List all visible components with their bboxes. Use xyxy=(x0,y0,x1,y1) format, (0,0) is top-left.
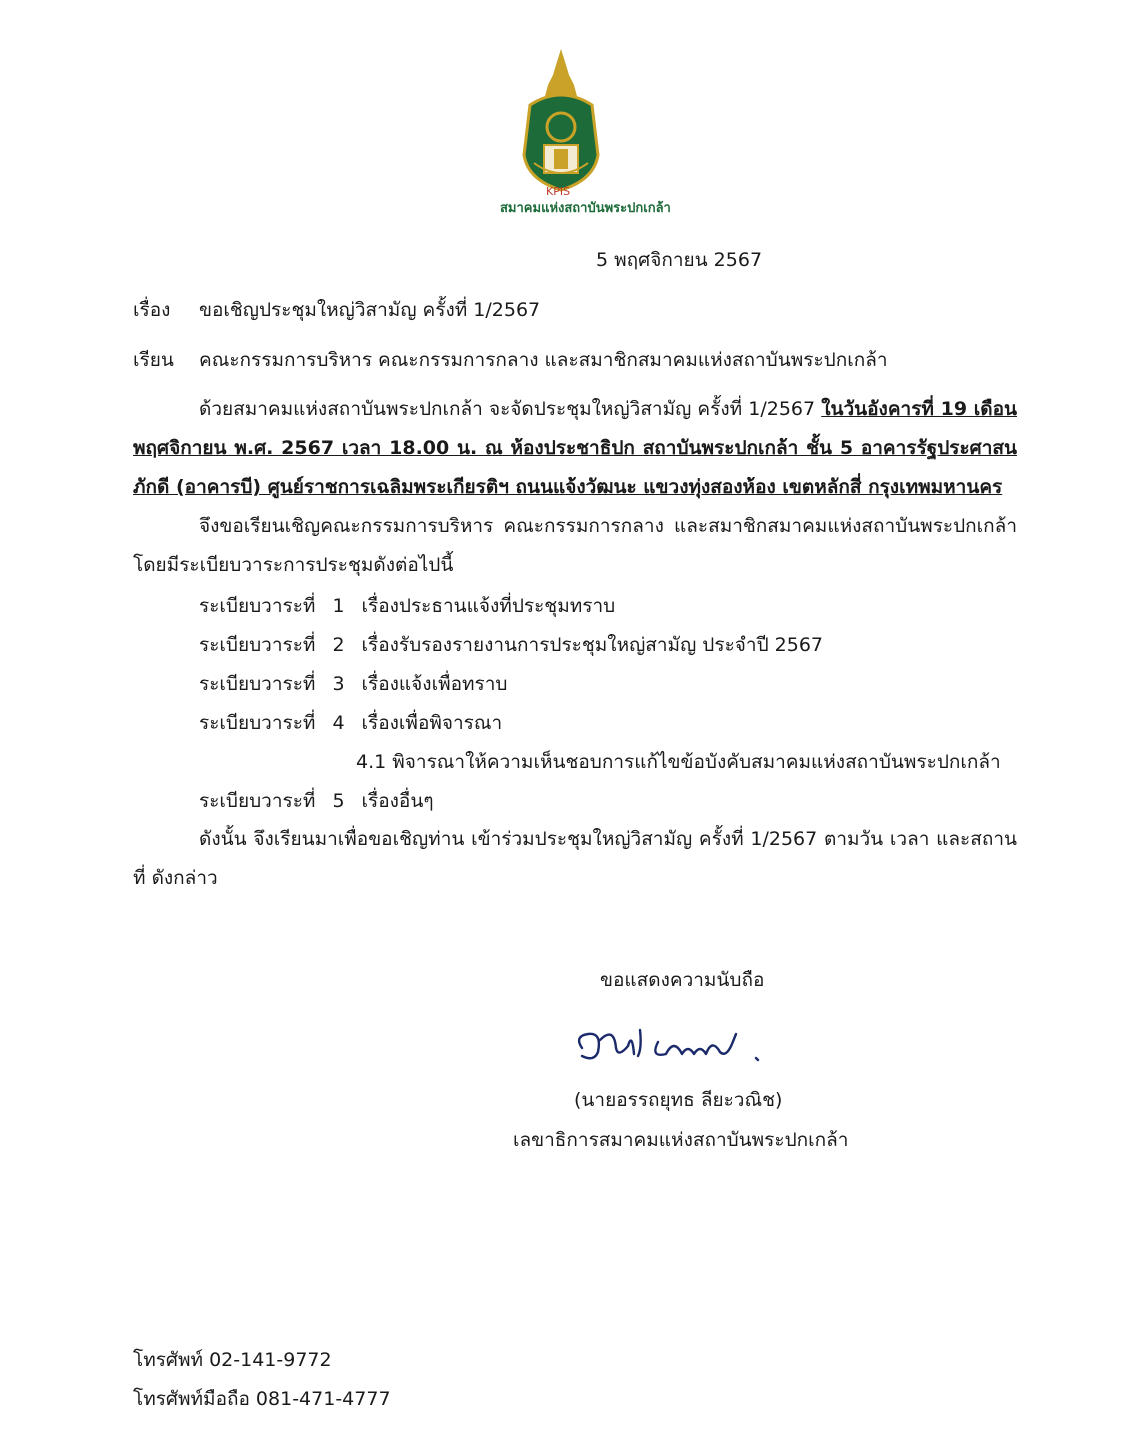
logo-arc-text: สมาคมแห่งสถาบันพระปกเกล้า xyxy=(500,201,671,216)
agenda-label: ระเบียบวาระที่ xyxy=(199,673,316,695)
agenda-label: ระเบียบวาระที่ xyxy=(199,595,316,617)
paragraph-meeting-intro: ด้วยสมาคมแห่งสถาบันพระปกเกล้า จะจัดประชุมใหญ่วิสามัญ ครั้งที่ 1/2567 xyxy=(199,398,816,420)
agenda-item xyxy=(199,669,507,699)
agenda-item xyxy=(199,708,502,738)
paragraph-closing-request: ดังนั้น จึงเรียนมาเพื่อขอเชิญท่าน เข้าร่วมประชุมใหญ่วิสามัญ ครั้งที่ 1/2567 ตามวัน เวลา และสถานที่ ดังกล่าว xyxy=(133,828,1017,889)
agenda-number: 5 xyxy=(332,790,345,812)
agenda-item xyxy=(199,591,615,621)
closing-phrase: ขอแสดงความนับถือ xyxy=(600,969,765,991)
association-logo xyxy=(494,45,671,216)
letter-date: 5 พฤศจิกายน 2567 xyxy=(596,249,763,271)
recipient-label: เรียน xyxy=(133,349,174,371)
subject-text: ขอเชิญประชุมใหญ่วิสามัญ ครั้งที่ 1/2567 xyxy=(199,299,541,321)
paragraph-meeting-details xyxy=(133,390,1017,507)
agenda-label: ระเบียบวาระที่ xyxy=(199,634,316,656)
contact-mobile: โทรศัพท์มือถือ 081-471-4777 xyxy=(133,1388,391,1410)
handwritten-signature xyxy=(570,1018,780,1078)
agenda-label: ระเบียบวาระที่ xyxy=(199,712,316,734)
agenda-item xyxy=(199,786,434,816)
subject-label: เรื่อง xyxy=(133,299,171,321)
agenda-text: เรื่องแจ้งเพื่อทราบ xyxy=(361,673,508,695)
signer-title: เลขาธิการสมาคมแห่งสถาบันพระปกเกล้า xyxy=(513,1129,849,1151)
agenda-subitem: 4.1 พิจารณาให้ความเห็นชอบการแก้ไขข้อบังคับสมาคมแห่งสถาบันพระปกเกล้า xyxy=(356,751,1001,773)
recipient-text: คณะกรรมการบริหาร คณะกรรมการกลาง และสมาชิกสมาคมแห่งสถาบันพระปกเกล้า xyxy=(199,349,888,371)
agenda-label: ระเบียบวาระที่ xyxy=(199,790,316,812)
paragraph-invitation: จึงขอเรียนเชิญคณะกรรมการบริหาร คณะกรรมการกลาง และสมาชิกสมาคมแห่งสถาบันพระปกเกล้า โดยมีระเบียบวาระการประชุมดังต่อไปนี้ xyxy=(133,515,1017,576)
agenda-text: เรื่องประธานแจ้งที่ประชุมทราบ xyxy=(361,595,616,617)
meeting-datetime-venue: ในวันอังคารที่ 19 เดือน พฤศจิกายน พ.ศ. 2567 เวลา 18.00 น. ณ ห้องประชาธิปก สถาบันพระปกเกล้า ชั้น 5 อาคารรัฐประศาสนภักดี (อาคารบี) ศูนย์ราชการเฉลิมพระเกียรติฯ ถนนแจ้งวัฒนะ แขวงทุ่งสองห้อง เขตหลักสี่ กรุงเทพมหานคร xyxy=(133,398,1017,498)
contact-phone: โทรศัพท์ 02-141-9772 xyxy=(133,1349,332,1371)
agenda-number: 1 xyxy=(332,595,345,617)
logo-abbr: KPIS xyxy=(546,185,571,198)
agenda-number: 4 xyxy=(332,712,345,734)
agenda-text: เรื่องเพื่อพิจารณา xyxy=(361,712,503,734)
agenda-item xyxy=(199,630,823,660)
signer-name: (นายอรรถยุทธ ลียะวณิช) xyxy=(574,1089,783,1111)
agenda-number: 3 xyxy=(332,673,345,695)
agenda-text: เรื่องอื่นๆ xyxy=(361,790,434,812)
agenda-number: 2 xyxy=(332,634,345,656)
agenda-text: เรื่องรับรองรายงานการประชุมใหญ่สามัญ ประจำปี 2567 xyxy=(361,634,824,656)
